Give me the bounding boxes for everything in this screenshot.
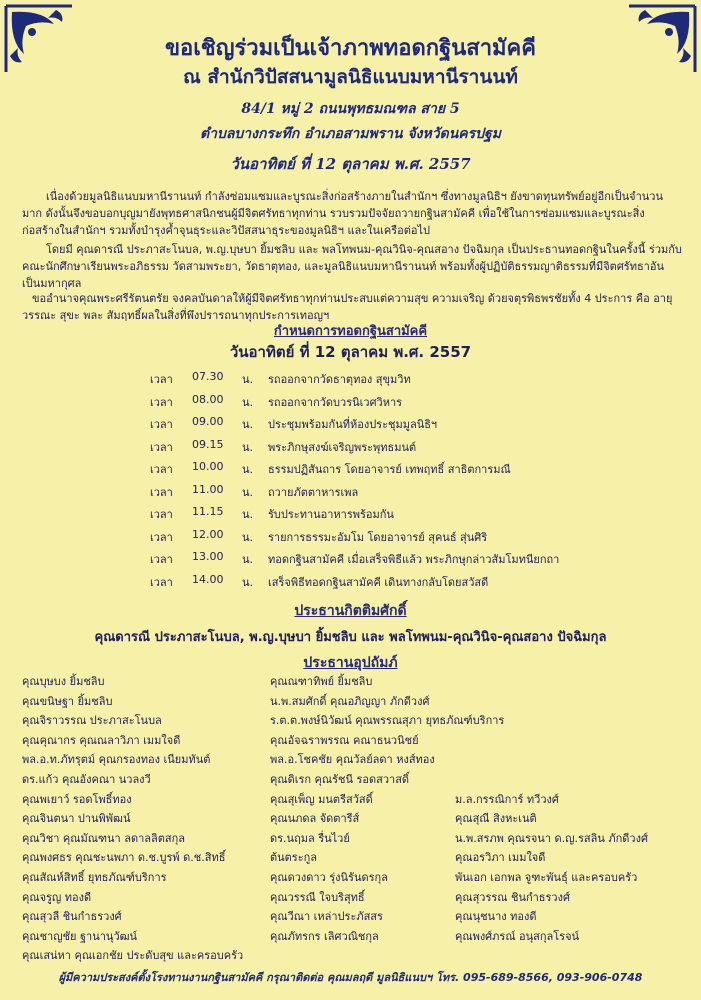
patron-name: น.พ.สมศักดิ์ คุณอภิญญา ภักดีวงศ์: [270, 694, 430, 708]
schedule-time-label: เวลา: [150, 508, 173, 521]
schedule-time: 09.00: [192, 415, 224, 428]
venue-name: ณ สำนักวิปัสสนามูลนิธิแนบมหานีรานนท์: [183, 66, 518, 88]
patron-name: คุณอรวิภา เมมใจดี: [455, 851, 546, 865]
patron-name: ดร.นฤมล รื่นไวย์: [270, 831, 350, 845]
patron-name: พล.อ.โชคชัย คุณวัลย์ลดา หงส์ทอง: [270, 753, 435, 767]
schedule-time-label: เวลา: [150, 395, 173, 409]
patron-name: ต้นตระกูล: [270, 851, 318, 865]
honorary-chair-heading: ประธานกิตติมศักดิ์: [294, 603, 407, 619]
patron-name: น.พ.สรภพ คุณรจนา ด.ญ.รสลิน ภักดีวงศ์: [455, 831, 648, 845]
patron-name: คุณวีณา เหล่าประภัสสร: [270, 910, 383, 924]
schedule-time: 10.00: [192, 460, 224, 473]
patron-name: คุณนภดล จัดตารีส์: [270, 812, 360, 826]
schedule-row: [150, 415, 437, 435]
contact-footer: ผู้มีความประสงค์ตั้งโรงทานงานกฐินสามัคคี กรุณาติดต่อ คุณมลฤดี มูลนิธิแนบฯ โทร. 095-689-8566, 093-906-0748: [58, 971, 643, 984]
patron-name: คุณจินตนา ปานพิพัฒน์: [22, 812, 131, 826]
schedule-time-label: เวลา: [150, 440, 173, 454]
schedule-description: ถวายภัตตาหารเพล: [268, 485, 359, 499]
schedule-time: 14.00: [192, 572, 224, 586]
patron-name: คุณสุวรรณ ชินกำธรวงศ์: [455, 890, 570, 904]
patron-name: ม.ล.กรรณิการ์ ทวีวงศ์: [455, 792, 559, 806]
patron-name: คุณอัจฉราพรรณ คณาธนวนิชย์: [270, 733, 419, 747]
schedule-time: 09.15: [192, 437, 224, 451]
patron-name: คุณสุณี สิงหะเนติ: [455, 812, 537, 826]
schedule-row: [150, 438, 416, 458]
schedule-time-label: เวลา: [150, 530, 173, 544]
schedule-description: ทอดกฐินสามัคคี เมื่อเสร็จพิธีแล้ว พระภิกษุกล่าวสัมโมทนียกถา: [268, 553, 560, 566]
schedule-time-label: เวลา: [150, 553, 173, 566]
patron-name: คุณคุณากร คุณณลาวิภา เมมใจดี: [22, 733, 181, 747]
schedule-description: รับประทานอาหารพร้อมกัน: [268, 508, 394, 521]
chairs-paragraph: โดยมี คุณดารณี ประภาสะโนบล, พ.ญ.บุษบา ยิ้มชลิบ และ พลโทพนม-คุณวินิจ-คุณสอาง ปัจฉิมกุล เป็นประธานทอดกฐินในครั้งนี้ ร่วมกับคณะนักศึกษาเรียนพระอภิธรรม วัดสามพระยา, วัดธาตุทอง, และมูลนิธิแนบมหานีรานนท์ พร้อมทั้งผู้ปฏิบัติธรรมญาติธรรมที่มีจิตศรัทธาอันเป็นมหากุศล: [22, 243, 682, 290]
schedule-row: [150, 573, 488, 593]
schedule-time-unit: น.: [242, 373, 254, 386]
schedule-time: 11.15: [192, 505, 224, 518]
patron-name: ดร.แก้ว คุณอังคณา นวลงวี: [22, 773, 151, 786]
schedule-time-unit: น.: [242, 553, 254, 566]
patron-name: คุณพงศ์ภรณ์ อนุสกุลโรจน์: [455, 929, 580, 943]
patron-name: คุณบุษบง ยิ้มชลิบ: [22, 675, 105, 688]
patron-name: คุณชาญชัย ฐานานุวัฒน์: [22, 929, 138, 943]
schedule-description: ประชุมพร้อมกันที่ห้องประชุมมูลนิธิฯ: [268, 418, 438, 431]
patron-name: พล.อ.ท.ภัทรุตม์ คุณกรองทอง เนียมทันต์: [22, 753, 211, 767]
schedule-date: วันอาทิตย์ ที่ 12 ตุลาคม พ.ศ. 2557: [229, 343, 472, 361]
intro-paragraph: เนื่องด้วยมูลนิธิแนบมหานีรานนท์ กำลังซ่อมแซมและบูรณะสิ่งก่อสร้างภายในสำนักฯ ซึ่งทางมูลนิธิฯ ยังขาดทุนทรัพย์อยู่อีกเป็นจำนวนมาก ดังนั้นจึงขอบอกบุญมายังพุทธศาสนิกชนผู้มีจิตศรัทธาทุกท่าน รวบรวมปัจจัยถวายกฐินสามัคคี เพื่อใช้ในการซ่อมแซมและบูรณะสิ่งก่อสร้างในสำนักฯ รวมทั้งบำรุงค้ำจุนธุระและวิปัสสนาธุระของมูลนิธิฯ และในเครือต่อไป: [22, 190, 663, 237]
address-line-1: 84/1 หมู่ 2 ถนนพุทธมณฑล สาย 5: [241, 101, 460, 117]
schedule-time-unit: น.: [242, 575, 254, 589]
schedule-time-unit: น.: [242, 418, 254, 431]
patron-name: คุณขนิษฐา ยิ้มชลิบ: [22, 694, 113, 708]
schedule-time-unit: น.: [242, 463, 254, 476]
patron-name: คุณภัทรกร เลิศวณิชกุล: [270, 929, 379, 943]
patron-name: คุณเสน่หา คุณเอกชัย ประดับสุข และครอบครัว: [22, 949, 244, 963]
schedule-description: รายการธรรมะอัมโม โดยอาจารย์ สุคนธ์ สุ่นศิริ: [268, 530, 488, 544]
schedule-time: 13.00: [192, 550, 224, 563]
schedule-row: [150, 460, 511, 480]
schedule-description: รถออกจากวัดบวรนิเวศวิหาร: [268, 395, 403, 409]
schedule-time-unit: น.: [242, 440, 254, 454]
schedule-row: [150, 483, 358, 503]
patron-name: คุณพเยาว์ รอดโพธิ์ทอง: [22, 792, 132, 806]
patron-heading: ประธานอุปถัมภ์: [303, 655, 398, 671]
schedule-time: 11.00: [192, 482, 224, 496]
patron-name: คุณสุวลี ชินกำธรวงศ์: [22, 910, 122, 924]
schedule-time-unit: น.: [242, 530, 254, 544]
schedule-time: 08.00: [192, 392, 224, 406]
patron-name: คุณสัณห์สิทธิ์ ยุทธภัณฑ์บริการ: [22, 871, 167, 884]
patron-name: คุณวิชา คุณมัณฑนา ลดาลลิตสกุล: [22, 831, 186, 845]
honorary-chair-names: คุณดารณี ประภาสะโนบล, พ.ญ.บุษบา ยิ้มชลิบ และ พลโทพนม-คุณวินิจ-คุณสอาง ปัจฉิมกุล: [94, 630, 607, 645]
schedule-time-label: เวลา: [150, 575, 173, 589]
patron-name: คุณจรูญ ทองดี: [22, 890, 92, 904]
schedule-time-unit: น.: [242, 395, 254, 409]
schedule-time: 12.00: [192, 527, 224, 541]
schedule-description: พระภิกษุสงฆ์เจริญพระพุทธมนต์: [268, 440, 417, 454]
patron-name: คุณดิเรก คุณรัชนี รอดสวาสดิ์: [270, 773, 410, 786]
schedule-time-unit: น.: [242, 485, 254, 499]
schedule-time-unit: น.: [242, 508, 254, 521]
event-date: วันอาทิตย์ ที่ 12 ตุลาคม พ.ศ. 2557: [230, 155, 471, 173]
schedule-row: [150, 370, 411, 390]
schedule-time-label: เวลา: [150, 373, 173, 386]
invitation-title: ขอเชิญร่วมเป็นเจ้าภาพทอดกฐินสามัคคี: [165, 35, 536, 61]
blessing-paragraph: ขออำนาจคุณพระศรีรัตนตรัย จงคลบันดาลให้ผู้มีจิตศรัทธาทุกท่านประสบแต่ความสุข ความเจริญ ด้วยจตุรพิธพรชัยทั้ง 4 ประการ คือ อายุ วรรณะ สุขะ พละ สัมฤทธิ์ผลในสิ่งที่พึงปรารถนาทุกประการเทอญฯ: [22, 292, 673, 322]
patron-name: คุณสุเพ็ญ มนตรีสวัสดิ์: [270, 792, 373, 806]
schedule-row: [150, 550, 559, 570]
patron-name: ร.ต.ต.พงษ์นิวัฒน์ คุณพรรณสุภา ยุทธภัณฑ์บริการ: [270, 714, 505, 728]
patron-name: คุณณฑาทิพย์ ยิ้มชลิบ: [270, 675, 373, 688]
schedule-time-label: เวลา: [150, 463, 173, 476]
patron-name: คุณวรรณี ใจบริสุทธิ์: [270, 890, 365, 904]
schedule-description: รถออกจากวัดธาตุทอง สุขุมวิท: [268, 373, 411, 386]
schedule-heading: กำหนดการทอดกฐินสามัคคี: [273, 324, 428, 339]
address-line-2: ตำบลบางกระทึก อำเภอสามพราน จังหวัดนครปฐม: [200, 126, 501, 142]
schedule-description: เสร็จพิธีทอดกฐินสามัคคี เดินทางกลับโดยสวัสดี: [268, 575, 489, 589]
schedule-row: [150, 528, 487, 548]
schedule-time-label: เวลา: [150, 418, 173, 431]
patron-name: คุณนุชนาง ทองดี: [455, 910, 537, 924]
patron-name: คุณดวงดาว รุ่งนิรันดรกุล: [270, 871, 388, 884]
schedule-row: [150, 393, 402, 413]
patron-name: คุณจิราวรรณ ประภาสะโนบล: [22, 714, 162, 728]
schedule-time-label: เวลา: [150, 485, 173, 499]
patron-name: พันเอก เอกพล จูฑะพันธุ์ และครอบครัว: [455, 871, 638, 884]
schedule-description: ธรรมปฏิสันถาร โดยอาจารย์ เทพฤทธิ์ สาธิตการมณี: [268, 463, 511, 476]
schedule-time: 07.30: [192, 370, 224, 383]
patron-name: คุณพงศธร คุณชะนพภา ด.ช.บูรพ์ ด.ช.สิทธิ์: [22, 851, 226, 865]
schedule-row: [150, 505, 394, 525]
